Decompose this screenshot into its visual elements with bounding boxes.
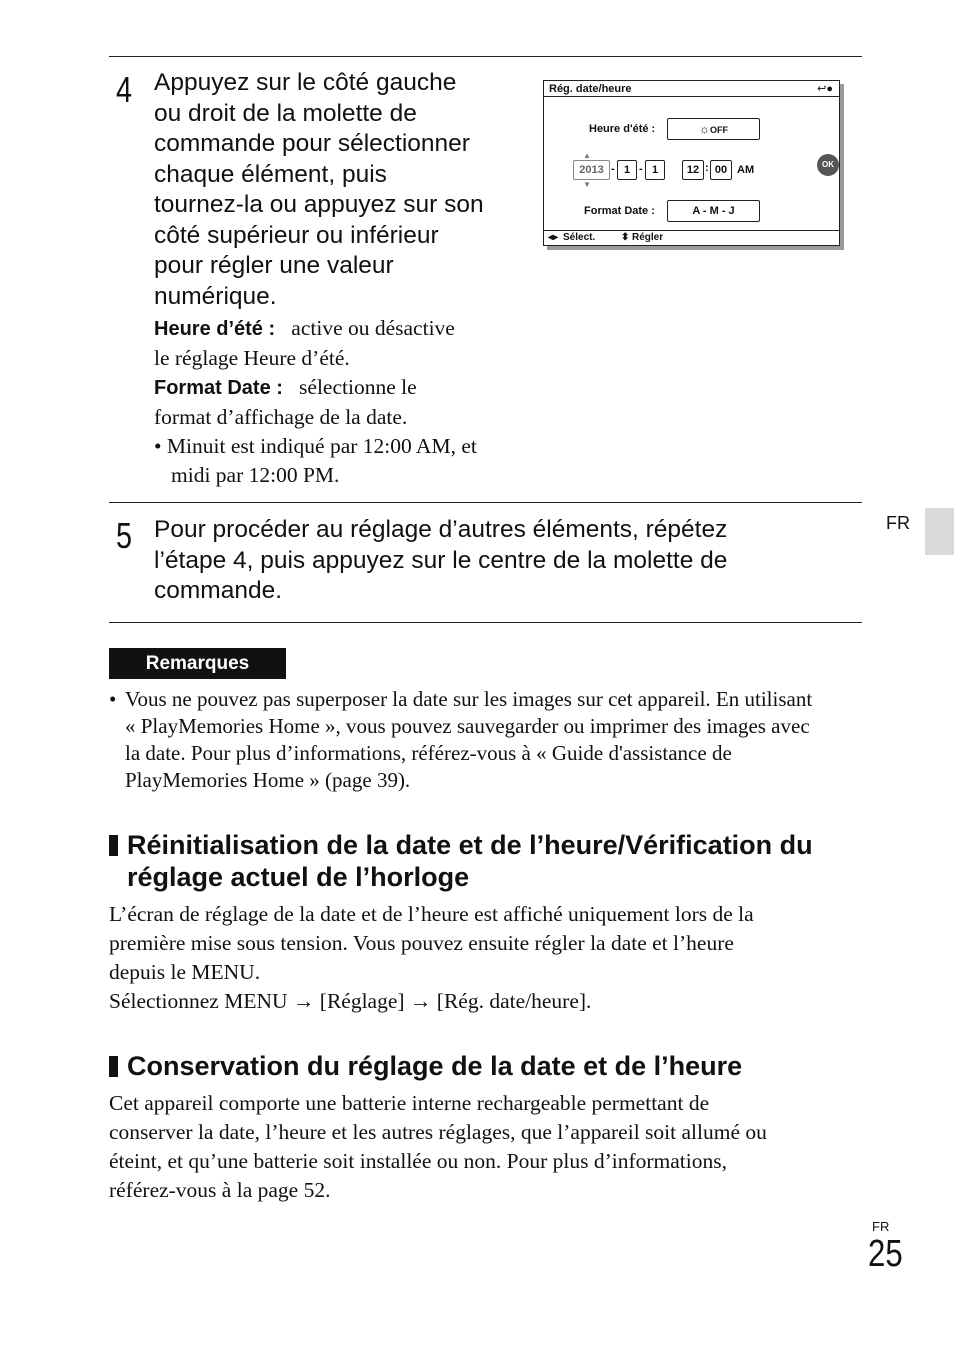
arrow-right-icon: →	[409, 989, 432, 1013]
def-format-date	[154, 373, 524, 403]
up-down-arrows-icon: ⬍	[621, 232, 630, 243]
month-field: 1	[617, 160, 637, 180]
step-4-line: chaque élément, puis	[154, 160, 387, 188]
section-1-heading	[109, 829, 869, 893]
body-line: conserver la date, l’heure et les autres réglages, que l’appareil soit allumé ou	[109, 1120, 767, 1144]
dst-field	[667, 118, 760, 140]
remarques-note	[109, 686, 865, 794]
remarques-label: Remarques	[109, 648, 286, 679]
heading-line: Conservation du réglage de la date et de l’heure	[127, 1051, 743, 1081]
body-line: référez-vous à la page 52.	[109, 1178, 331, 1202]
step-5-line: l’étape 4, puis appuyez sur le centre de la molette de	[154, 546, 728, 574]
date-sep: -	[611, 163, 615, 175]
body-line: depuis le MENU.	[109, 960, 261, 984]
dst-value: OFF	[710, 125, 728, 135]
date-sep: -	[639, 163, 643, 175]
day-field: 1	[645, 160, 665, 180]
arrow-right-icon: →	[292, 989, 315, 1013]
heading-marker-icon	[109, 835, 118, 856]
year-field: 2013	[573, 160, 610, 180]
note-line: PlayMemories Home » (page 39).	[125, 768, 411, 792]
step-4-line: numérique.	[154, 282, 277, 310]
def-term: Heure d’été :	[154, 318, 276, 340]
step-5-line: commande.	[154, 577, 283, 604]
bullet-mark: •	[109, 687, 117, 711]
bullet-text: Minuit est indiqué par 12:00 AM, et	[166, 434, 477, 458]
step-4-instructions	[154, 68, 524, 312]
camera-date-screen	[543, 80, 840, 246]
body-line: Cet appareil comporte une batterie interne rechargeable permettant de	[109, 1091, 710, 1115]
page-language: FR	[872, 1219, 890, 1234]
dst-label: Heure d'été :	[589, 123, 656, 135]
menu-path-part: [Réglage]	[319, 989, 405, 1013]
menu-path	[109, 987, 869, 1016]
section-2-heading	[109, 1050, 869, 1082]
step-4-line: pour régler une valeur	[154, 252, 394, 279]
def-text: sélectionne le	[299, 375, 417, 399]
body-line: L’écran de réglage de la date et de l’heure est affiché uniquement lors de la	[109, 902, 754, 926]
def-text-cont: le réglage Heure d’été.	[154, 346, 350, 370]
step-4-line: commande pour sélectionner	[154, 130, 470, 157]
def-heure-ete	[154, 314, 524, 344]
step-number-5: 5	[116, 515, 133, 556]
step-4-line: côté supérieur ou inférieur	[154, 221, 439, 249]
top-rule	[109, 56, 862, 57]
body-line: première mise sous tension. Vous pouvez ensuite régler la date et l’heure	[109, 931, 734, 955]
menu-path-part: [Rég. date/heure].	[436, 989, 592, 1013]
format-date-field: A - M - J	[667, 200, 760, 222]
format-date-label: Format Date :	[584, 205, 655, 217]
ampm-value: AM	[737, 164, 755, 176]
def-text: active ou désactive	[291, 316, 455, 340]
step-5-instructions	[154, 515, 854, 607]
page-number: 25	[868, 1233, 903, 1275]
menu-path-part: Sélectionnez MENU	[109, 989, 288, 1013]
step-number-4: 4	[116, 69, 133, 110]
back-icon: ↩●	[817, 83, 833, 95]
sun-icon: ☼	[699, 122, 710, 136]
step-4-line: ou droit de la molette de	[154, 99, 417, 127]
bullet-text: midi par 12:00 PM.	[171, 463, 340, 487]
minute-field: 00	[710, 160, 732, 180]
language-tab-label: FR	[886, 513, 910, 533]
heading-line: Réinitialisation de la date et de l’heure/Vérification du	[127, 830, 813, 860]
select-hint: Sélect.	[563, 232, 596, 243]
ok-button-icon: OK	[817, 154, 839, 176]
steps-bottom-rule	[109, 622, 862, 623]
def-text-cont: format d’affichage de la date.	[154, 405, 408, 429]
step-4-line: tournez-la ou appuyez sur son	[154, 191, 484, 218]
left-right-arrows-icon: ◂▸	[548, 232, 559, 243]
language-tab	[925, 508, 954, 555]
step-divider	[109, 502, 862, 503]
body-line: éteint, et qu’une batterie soit installée ou non. Pour plus d’informations,	[109, 1149, 727, 1173]
section-1-body	[109, 900, 869, 1016]
def-term: Format Date :	[154, 377, 283, 399]
bullet-note	[154, 432, 524, 490]
heading-line: réglage actuel de l’horloge	[127, 862, 470, 892]
step-4-line: Appuyez sur le côté gauche	[154, 69, 457, 96]
hour-field: 12	[682, 160, 704, 180]
up-arrow-icon: ▲	[583, 151, 591, 160]
bullet-mark: •	[154, 434, 162, 458]
note-line: Vous ne pouvez pas superposer la date sur les images sur cet appareil. En utilisant	[125, 687, 813, 711]
step-5-line: Pour procéder au réglage d’autres éléments, répétez	[154, 516, 728, 543]
down-arrow-icon: ▼	[583, 180, 591, 189]
screen-hint-bar	[544, 230, 839, 245]
note-line: « PlayMemories Home », vous pouvez sauvegarder ou imprimer des images avec	[125, 714, 810, 738]
time-sep: :	[705, 162, 709, 174]
screen-title: Rég. date/heure	[544, 81, 839, 97]
adjust-hint: Régler	[632, 232, 664, 243]
heading-marker-icon	[109, 1056, 118, 1077]
section-2-body	[109, 1089, 869, 1205]
note-line: la date. Pour plus d’informations, référez-vous à « Guide d'assistance de	[125, 741, 732, 765]
step-4-definitions	[154, 314, 524, 490]
